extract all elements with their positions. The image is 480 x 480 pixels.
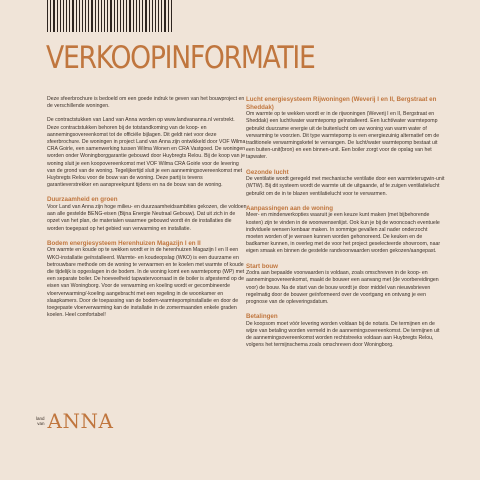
start-construction-paragraph: Zodra aan bepaalde voorwaarden is voldaan, zoals omschreven in de koop- en aannemingsovereenkomst, maakt de bouwer een aanvang met (de voorbereidingen voor) de bouw. Na de start van de bouw wordt je door middel van nieuwsbrieven regelmatig door de bouwer geïnformeerd over de voortgang en ontvang je een prognose van de opleveringsdatum. [246,270,439,306]
adjustments-paragraph: Meer- en minderwerkopties waaruit je een keuze kunt maken (met bijbehorende kosten) zijn te vinden in de woonwensenlijst. Ook kun je bij de wooncoach eventuele individuele wensen kenbaar maken. In sommige gevallen zal nader onderzocht moeten worden of je wensen kunnen worden gehonoreerd. De keuken en de badkamer kunnen, in overleg met de voor het project geselecteerde showroom, naar eigen smaak en binnen de gestelde randvoorwaarden worden gekozen/aangepast. [246,212,441,255]
decorative-stripes [47,0,172,32]
healthy-air-paragraph: De ventilatie wordt geregeld met mechanische ventilatie door een warmteterugwin-unit (WTW). Bij dit systeem wordt de warmte uit de uitgaande, af te zuigen ventilatielucht gebruikt om de in te blazen ventilatielucht voor te verwarmen. [246,176,445,197]
left-column [47,96,247,326]
ground-energy-paragraph: Om warmte en koude op te wekken wordt er in de herenhuizen Magazijn I en II een WKO-installatie geïnstalleerd. Warmte- en koudeopslag (WKO) is een duurzame en betrouwbare methode om de woning te verwarmen en te koelen met warmte of koude die tijdelijk is opgeslagen in de bodem. In de woning komt een warmtepomp (WP) met een separate boiler. De hoeveelheid tapwatervoorraad in de boiler is afgestemd op de eisen van Woningborg. Voor de verwarming en koeling wordt er gecombineerde vloerverwarming/-koeling aangebracht met een regeling in de woonkamer en slaapkamers. Door de toepassing van de bodem-warmtepompinstallatie en door de toegepaste vloerverwarming kan de installatie in de zomermaanden enkele graden koelen. Heel comfortabel! [47,247,245,319]
page-title: VERKOOPINFORMATIE [46,40,315,76]
sustainability-paragraph: Voor Land van Anna zijn hoge milieu- en duurzaamheidsambities gekozen, die voldoen aan alle gestelde BENG-eisen (Bijna Energie Neutraal Gebouw). Dat uit zich in de opzet van het plan, de materialen waarmee gebouwd wordt én de installaties die worden toegepast op het gebied van verwarming en installatie. [47,204,247,232]
brand-logo [36,409,113,433]
logo-name: ANNA [47,409,114,433]
contract-paragraph: De contractstukken van Land van Anna worden op www.landvananna.nl verstrekt. Deze contractstukken behoren bij de totstandkoming van de koop- en aannemingsovereenkomst tot de officiële bijlagen. Dit geldt niet voor deze sfeerbrochure. De woningen in project Land van Anna zijn ontwikkeld door VOF Wilma CRA Goirle, een samenwerking tussen Wilma Wonen en CRA Vastgoed. De woningen worden onder Woningborggarantie gebouwd door Huybregts Relou. Bij de koop van je woning sluit je een koopovereenkomst met VOF Wilma CRA Goirle voor de levering van de grond van de woning. Tegelijkertijd sluit je een aannemingsovereenkomst met Huybregts Relou voor de bouw van de woning. Deze partij is tevens garantieverstrekker en aanspreekpunt tijdens en na de bouw van de woning. [47,117,246,189]
section-heading-start-construction: Start bouw [246,262,278,270]
section-heading-air-energy: Lucht energiesysteem Rijwoningen (Weverij I en II, Bergstraat en Sheddak) [246,96,437,111]
air-energy-paragraph: Om warmte op te wekken wordt er in de rijwoningen (Weverij I en II, Bergstraat en Sheddak) een lucht/water warmtepomp geïnstalleerd. Een lucht/water warmtepomp gebruikt duurzame energie uit de buitenlucht om uw woning van warm water of verwarming te voorzien. Dit type warmtepomp is een energiezuinig alternatief om de traditionele verwarmingsketel te vervangen. De lucht/water warmtepomp bestaat uit een buiten-unit(bron) en een binnen-unit. Een boiler zorgt voor de opslag van het tapwater. [246,111,440,161]
intro-paragraph: Deze sfeerbrochure is bedoeld om een goede indruk te geven van het bouwproject en de verschillende woningen. [47,96,245,110]
logo-small-text [36,416,45,426]
section-heading-ground-energy: Bodem energiesysteem Herenhuizen Magazijn I en II [47,239,201,247]
right-column [246,96,446,357]
section-heading-adjustments: Aanpassingen aan de woning [246,204,333,212]
logo-small-line1: land [36,416,45,421]
logo-small-line2: van [37,421,45,426]
section-heading-sustainability: Duurzaamheid en groen [47,196,118,204]
payments-paragraph: De koopsom moet vóór levering worden voldaan bij de notaris. De termijnen en de wijze van betaling worden vermeld in de aannemingsovereenkomst. De termijnen uit de aannemingsovereenkomst worden rechtstreeks voldaan aan Huybregts Relou, volgens het termijnschema zoals omschreven door Woningborg. [246,320,440,349]
section-heading-payments: Betalingen [246,313,278,321]
section-heading-healthy-air: Gezonde lucht [246,168,289,176]
